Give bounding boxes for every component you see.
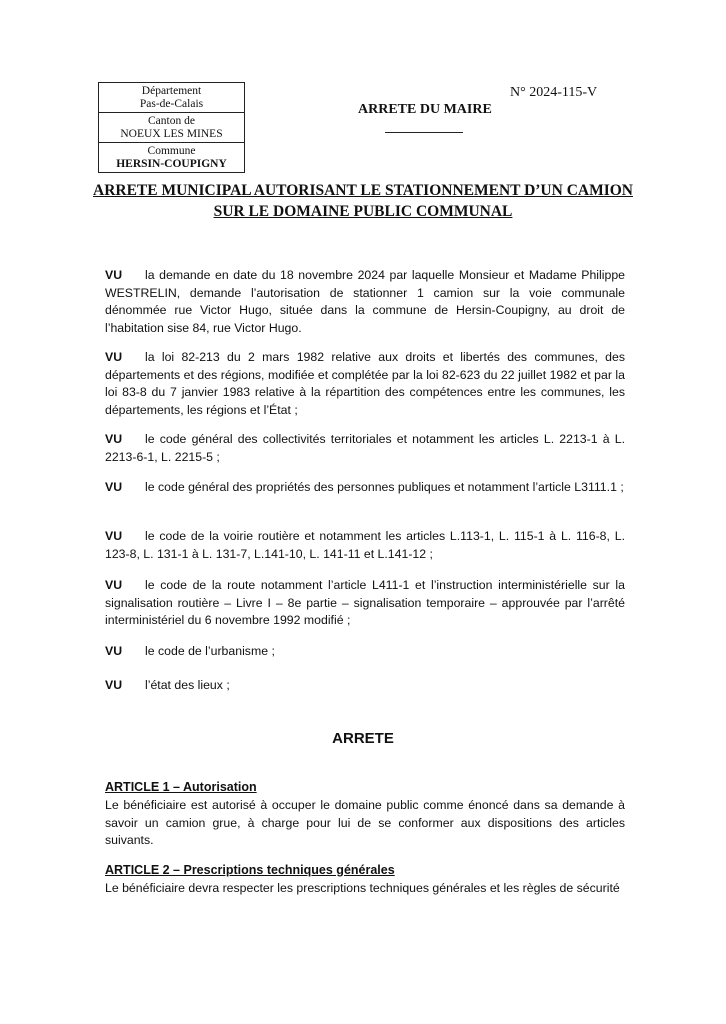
main-title-line-1: ARRETE MUNICIPAL AUTORISANT LE STATIONNEMENT D’UN CAMION bbox=[93, 182, 633, 199]
title-divider bbox=[385, 132, 463, 133]
vu-prefix: VU bbox=[105, 644, 123, 658]
vu-prefix: VU bbox=[105, 268, 123, 282]
departement-value: Pas-de-Calais bbox=[139, 98, 204, 110]
main-title-line-2: SUR LE DOMAINE PUBLIC COMMUNAL bbox=[213, 203, 513, 220]
consideration-paragraph bbox=[105, 528, 625, 563]
arrete-du-maire-heading: ARRETE DU MAIRE bbox=[358, 102, 492, 117]
consideration-paragraph bbox=[105, 431, 625, 466]
commune-label: Commune bbox=[147, 145, 196, 157]
vu-prefix: VU bbox=[105, 678, 123, 692]
consideration-paragraph bbox=[105, 643, 625, 661]
main-title bbox=[0, 180, 726, 222]
consideration-paragraph bbox=[105, 479, 625, 497]
consideration-text: le code de la route notamment l’article L411-1 et l’instruction interministérielle sur la signalisation routière – Livre I – 8e partie – signalisation temporaire – approuvée par l’arrêté interministériel du 6 novembre 1992 modifié ; bbox=[105, 578, 625, 627]
article-2-heading: ARTICLE 2 – Prescriptions techniques générales bbox=[105, 863, 395, 877]
vu-prefix: VU bbox=[105, 480, 123, 494]
consideration-text: la demande en date du 18 novembre 2024 par laquelle Monsieur et Madame Philippe WESTRELIN, demande l’autorisation de stationner 1 camion sur la voie communale dénommée rue Victor Hugo, située dans la commune de Hersin-Coupigny, au droit de l’habitation sise 84, rue Victor Hugo. bbox=[105, 268, 625, 335]
section-title: ARRETE bbox=[332, 730, 394, 747]
consideration-text: le code général des collectivités territoriales et notamment les articles L. 2213-1 à L. 2213-6-1, L. 2215-5 ; bbox=[105, 432, 625, 464]
canton-cell bbox=[99, 113, 244, 143]
commune-value: HERSIN-COUPIGNY bbox=[116, 158, 227, 170]
vu-prefix: VU bbox=[105, 350, 123, 364]
consideration-text: le code de la voirie routière et notamment les articles L.113-1, L. 115-1 à L. 116-8, L. 123-8, L. 131-1 à L. 131-7, L.141-10, L. 141-11 et L.141-12 ; bbox=[105, 529, 625, 561]
consideration-paragraph bbox=[105, 677, 625, 695]
article-1-heading: ARTICLE 1 – Autorisation bbox=[105, 780, 257, 794]
vu-prefix: VU bbox=[105, 432, 123, 446]
canton-value: NOEUX LES MINES bbox=[120, 128, 223, 140]
consideration-text: le code de l’urbanisme ; bbox=[145, 644, 275, 658]
order-number: N° 2024-115-V bbox=[510, 85, 598, 100]
consideration-paragraph bbox=[105, 349, 625, 419]
article-2-text: Le bénéficiaire devra respecter les prescriptions techniques générales et les règles de sécurité bbox=[105, 881, 620, 895]
vu-prefix: VU bbox=[105, 529, 123, 543]
consideration-text: le code général des propriétés des personnes publiques et notamment l’article L3111.1 ; bbox=[145, 480, 624, 494]
departement-label: Département bbox=[141, 85, 202, 97]
administrative-box bbox=[98, 82, 245, 173]
consideration-paragraph bbox=[105, 577, 625, 630]
canton-label: Canton de bbox=[148, 115, 195, 127]
vu-prefix: VU bbox=[105, 578, 123, 592]
departement-cell bbox=[99, 83, 244, 113]
commune-cell bbox=[99, 143, 244, 172]
consideration-text: l’état des lieux ; bbox=[145, 678, 230, 692]
article-1-text: Le bénéficiaire est autorisé à occuper le domaine public comme énoncé dans sa demande à savoir un camion grue, à charge pour lui de se conformer aux dispositions des articles suivants. bbox=[105, 798, 625, 847]
consideration-text: la loi 82-213 du 2 mars 1982 relative aux droits et libertés des communes, des départements et des régions, modifiée et complétée par la loi 82-623 du 22 juillet 1982 et par la loi 83-8 du 7 janvier 1983 relative à la répartition des compétences entre les communes, les départements, les régions et l’État ; bbox=[105, 350, 625, 417]
consideration-paragraph bbox=[105, 267, 625, 337]
